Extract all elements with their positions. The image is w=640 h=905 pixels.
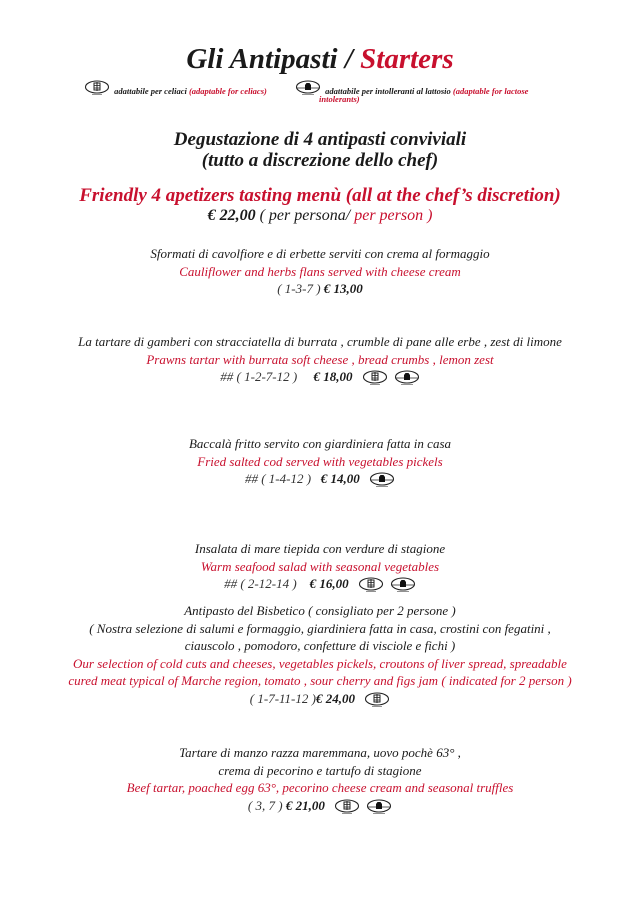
item-name-en: Our selection of cold cuts and cheeses, vegetables pickels, croutons of liver spread, spreadable [73, 655, 567, 671]
menu-item [0, 540, 640, 593]
item-allergens: ( 1-7-11-12 ) [249, 690, 316, 706]
item-price-line [0, 690, 640, 708]
tasting-per-it: ( per persona/ [259, 207, 351, 224]
title-italian: Gli Antipasti / [186, 43, 353, 75]
item-name-it: Antipasto del Bisbetico ( consigliato per 2 persone ) [184, 603, 456, 618]
gluten-free-icon [364, 692, 390, 708]
item-price: € 24,00 [315, 690, 355, 706]
item-desc-it: ( Nostra selezione di salumi e formaggio, giardiniera fatta in casa, crostini con fegatini , [89, 620, 551, 636]
item-allergens: ( 1-3-7 ) [277, 281, 321, 296]
item-allergens: ## ( 1-2-7-12 ) [220, 369, 298, 384]
item-name-it: Sformati di cavolfiore e di erbette serviti con crema al formaggio [150, 246, 490, 261]
gluten-free-icon [334, 799, 360, 815]
gluten-free-icon [362, 370, 388, 386]
menu-item [0, 333, 640, 386]
item-price-line [0, 575, 640, 593]
legend-lactose-free-en: (adaptable for lactose [452, 86, 529, 96]
item-name-en: Cauliflower and herbs flans served with cheese cream [179, 263, 461, 279]
page-title [0, 42, 640, 76]
menu-item [0, 602, 640, 708]
tasting-title-en: Friendly 4 apetizers tasting menù (all at the chef’s discretion) [79, 185, 561, 206]
item-price-line [0, 797, 640, 815]
legend-lactose-free [295, 80, 585, 104]
item-name-en-cont: cured meat typical of Marche region, tomato , sour cherry and figs jam ( indicated for 2 person ) [68, 673, 572, 688]
gluten-free-icon [84, 80, 110, 96]
tasting-price: € 22,00 [207, 207, 256, 224]
menu-item [0, 435, 640, 488]
tasting-subtitle-it: (tutto a discrezione dello chef) [201, 150, 439, 171]
item-price: € 21,00 [285, 797, 325, 813]
item-name-en: Fried salted cod served with vegetables pickels [197, 453, 443, 469]
lactose-free-icon [390, 577, 416, 593]
item-name-it: Insalata di mare tiepida con verdure di stagione [194, 541, 446, 556]
item-name-it: La tartare di gamberi con stracciatella di burrata , crumble di pane alle erbe , zest di limone [78, 334, 562, 349]
item-desc-it-cont: ciauscolo , pomodoro, confetture di visciole e fichi ) [184, 638, 456, 653]
item-name-it: Tartare di manzo razza maremmana, uovo pochè 63° , [179, 745, 461, 760]
item-allergens: ## ( 1-4-12 ) [244, 471, 312, 486]
lactose-free-icon [295, 80, 321, 96]
item-price: € 16,00 [309, 576, 349, 591]
item-allergens: ( 3, 7 ) [247, 797, 283, 813]
tasting-price-line [0, 206, 640, 226]
item-name-en: Prawns tartar with burrata soft cheese , bread crumbs , lemon zest [146, 351, 494, 367]
item-price: € 18,00 [313, 369, 353, 384]
lactose-free-icon [394, 370, 420, 386]
item-name-en: Beef tartar, poached egg 63°, pecorino cheese cream and seasonal truffles [126, 780, 514, 795]
item-price-line [0, 280, 640, 298]
item-price: € 13,00 [323, 281, 363, 296]
title-english: Starters [360, 43, 454, 75]
legend-lactose-free-it: adattabile per intolleranti al lattosio [325, 86, 451, 96]
tasting-per-en: per person ) [354, 207, 433, 224]
item-name-it: Baccalà fritto servito con giardiniera fatta in casa [188, 436, 452, 451]
tasting-title-it: Degustazione di 4 antipasti conviviali [173, 129, 467, 150]
gluten-free-icon [358, 577, 384, 593]
legend-gluten-free-it: adattabile per celiaci [114, 86, 187, 96]
tasting-menu [0, 129, 640, 226]
menu-item [0, 744, 640, 815]
item-allergens: ## ( 2-12-14 ) [224, 576, 297, 591]
item-price-line [0, 470, 640, 488]
legend-gluten-free [84, 80, 267, 98]
item-price: € 14,00 [320, 471, 360, 486]
legend-gluten-free-en: (adaptable for celiacs) [188, 86, 267, 96]
lactose-free-icon [369, 472, 395, 488]
menu-item [0, 245, 640, 298]
item-name-en: Warm seafood salad with seasonal vegetables [200, 558, 440, 574]
lactose-free-icon [366, 799, 392, 815]
legend-lactose-free-en-cont: intolerants) [319, 94, 360, 104]
item-price-line [0, 368, 640, 386]
item-name-it-cont: crema di pecorino e tartufo di stagione [218, 762, 422, 778]
